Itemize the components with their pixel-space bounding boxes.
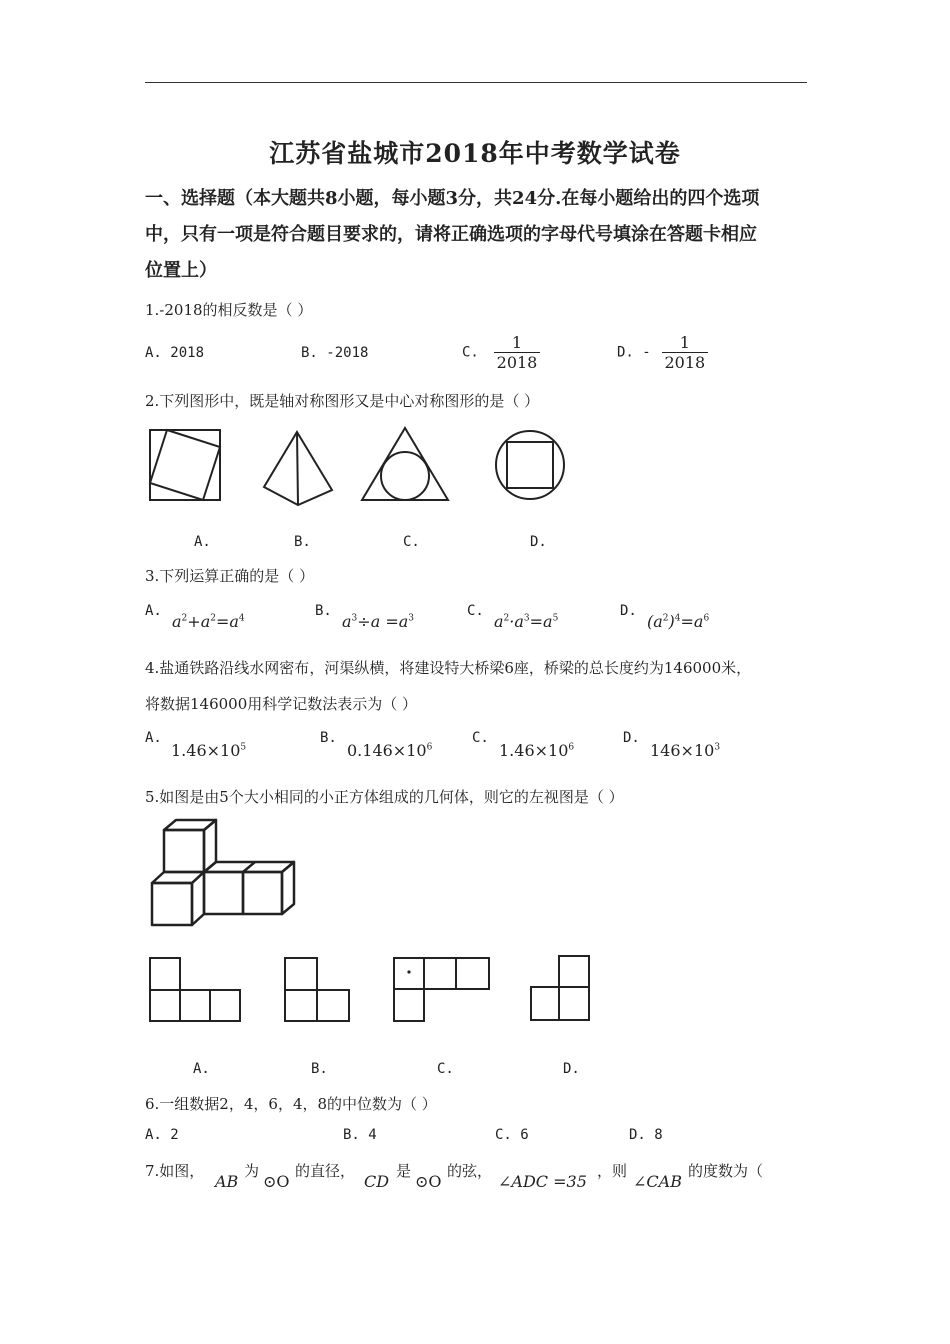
view-c-dot-mark — [407, 970, 410, 973]
option-c-prefix: C. — [462, 344, 479, 361]
angle-cab: ∠CAB — [633, 1172, 682, 1191]
exponent: 3 — [523, 613, 530, 624]
term: (a — [647, 612, 663, 631]
question-2-label-b: B. — [294, 534, 311, 550]
option-d-prefix: D. - — [617, 344, 651, 361]
square-figure-a — [150, 430, 220, 500]
term: =a — [215, 612, 239, 631]
section-heading-line-3: 位置上） — [145, 260, 217, 281]
fraction-c-denominator: 2018 — [494, 352, 541, 372]
view-c-top-cell-3 — [456, 958, 489, 989]
term: ·a — [509, 612, 524, 631]
term: ÷a =a — [357, 612, 409, 631]
question-3-option-b-expression — [342, 612, 414, 631]
question-4-stem-line-1: 4.盐通铁路沿线水网密布，河渠纵横，将建设特大桥梁6座，桥梁的总长度约为146000米， — [145, 659, 752, 677]
question-7-text: 的弦， — [447, 1162, 493, 1180]
question-3-label-b: B. — [315, 603, 332, 619]
question-5-option-views — [0, 950, 950, 1030]
question-2-label-d: D. — [530, 534, 547, 550]
row-cubes-top-divider — [243, 862, 255, 872]
view-b-bottom-cell-2 — [317, 990, 349, 1021]
view-d-bottom-cell-2 — [559, 987, 589, 1020]
term: a — [494, 612, 504, 631]
header-rule — [145, 82, 807, 83]
view-b-bottom-cell-1 — [285, 990, 317, 1021]
mantissa: 1.46×10 — [171, 741, 241, 760]
question-7-text: 为 — [244, 1162, 260, 1180]
term: a — [172, 612, 182, 631]
question-4-label-a: A. — [145, 730, 162, 746]
exponent: 2 — [181, 613, 188, 624]
question-4-stem-line-2: 将数据146000用科学记数法表示为（ ） — [145, 695, 418, 713]
question-4-option-b — [347, 741, 432, 760]
term: +a — [187, 612, 211, 631]
question-1-option-c — [462, 333, 540, 372]
question-1-option-a: A. 2018 — [145, 345, 205, 361]
question-6-option-b: B. 4 — [343, 1127, 377, 1143]
incircle-figure-c — [381, 452, 429, 500]
question-6-option-d: D. 8 — [629, 1127, 663, 1143]
kite-axis-figure-b — [297, 432, 298, 505]
question-4-option-c — [499, 741, 574, 760]
question-7-text: 是 — [396, 1162, 412, 1180]
mantissa: 0.146×10 — [347, 741, 427, 760]
segment-ab: AB — [215, 1172, 239, 1191]
exponent: 5 — [240, 742, 247, 753]
view-a-bottom-cell-2 — [180, 990, 210, 1021]
exponent: 5 — [552, 613, 559, 624]
question-4-label-c: C. — [472, 730, 489, 746]
term: a — [342, 612, 352, 631]
left-cube-side-face — [192, 872, 204, 925]
right-cube-side-face — [282, 862, 294, 914]
question-3-option-a-expression — [172, 612, 245, 631]
question-5-cube-solid — [0, 815, 950, 935]
question-2-stem: 2.下列图形中，既是轴对称图形又是中心对称图形的是（ ） — [145, 392, 540, 410]
exponent: 2 — [503, 613, 510, 624]
question-6-option-a: A. 2 — [145, 1127, 179, 1143]
view-d-bottom-cell-1 — [531, 987, 559, 1020]
view-a-bottom-cell-3 — [210, 990, 240, 1021]
question-1-stem: 1.-2018的相反数是（ ） — [145, 301, 313, 319]
fraction-d — [662, 333, 709, 372]
exponent: 6 — [703, 613, 710, 624]
view-a-bottom-cell-1 — [150, 990, 180, 1021]
question-1-option-b: B. -2018 — [301, 345, 369, 361]
term: =a — [680, 612, 704, 631]
circle-o-symbol: ⊙O — [415, 1172, 442, 1191]
view-d-top-cell — [559, 956, 589, 987]
question-7-stem-start: 7.如图， — [145, 1162, 205, 1180]
question-5-stem: 5.如图是由5个大小相同的小正方体组成的几何体，则它的左视图是（ ） — [145, 788, 624, 806]
question-7-text: 的度数为（ — [688, 1162, 764, 1180]
fraction-d-numerator: 1 — [679, 333, 690, 352]
term: ) — [668, 612, 675, 631]
question-2-label-a: A. — [194, 534, 211, 550]
circle-o-symbol: ⊙O — [263, 1172, 290, 1191]
fraction-c — [494, 333, 541, 372]
chord-cd: CD — [364, 1172, 390, 1191]
question-2-label-c: C. — [403, 534, 420, 550]
top-cube-front-face — [164, 830, 204, 872]
exponent: 2 — [210, 613, 216, 624]
question-7-text: 的直径， — [295, 1162, 356, 1180]
question-6-option-c: C. 6 — [495, 1127, 529, 1143]
mantissa: 1.46×10 — [499, 741, 569, 760]
question-3-option-d-expression — [647, 612, 709, 631]
view-a-top-cell — [150, 958, 180, 990]
question-3-label-d: D. — [620, 603, 637, 619]
fraction-c-numerator: 1 — [511, 333, 523, 352]
fraction-d-denominator: 2018 — [662, 352, 709, 372]
section-heading-line-1: 一、选择题（本大题共8小题，每小题3分，共24分.在每小题给出的四个选项 — [145, 188, 760, 209]
question-5-label-d: D. — [563, 1061, 580, 1077]
question-7-text: ，则 — [597, 1162, 628, 1180]
question-4-option-a — [171, 741, 246, 760]
exponent: 3 — [714, 742, 721, 753]
question-4-option-d — [650, 741, 720, 760]
section-heading-line-2: 中，只有一项是符合题目要求的，请将正确选项的字母代号填涂在答题卡相应 — [145, 224, 757, 245]
question-5-label-c: C. — [437, 1061, 454, 1077]
angle-adc: ∠ADC =35 — [498, 1172, 587, 1191]
exponent: 3 — [351, 613, 358, 624]
triangle-figure-c — [362, 428, 448, 500]
question-4-label-b: B. — [320, 730, 337, 746]
question-3-option-c-expression — [494, 612, 558, 631]
question-3-label-a: A. — [145, 603, 162, 619]
exponent: 4 — [674, 613, 681, 624]
view-c-top-cell-2 — [424, 958, 456, 989]
exponent: 6 — [568, 742, 575, 753]
exponent: 4 — [238, 613, 245, 624]
page-title: 江苏省盐城市2018年中考数学试卷 — [269, 139, 681, 168]
question-5-label-b: B. — [311, 1061, 328, 1077]
exponent: 6 — [426, 742, 433, 753]
mantissa: 146×10 — [650, 741, 715, 760]
middle-cube-front-face — [204, 872, 243, 914]
question-3-label-c: C. — [467, 603, 484, 619]
exponent: 3 — [408, 613, 414, 624]
question-6-stem: 6.一组数据2，4，6，4，8的中位数为（ ） — [145, 1095, 437, 1113]
rotated-square-figure-a — [150, 430, 220, 500]
question-1-option-d — [617, 333, 708, 372]
question-3-stem: 3.下列运算正确的是（ ） — [145, 567, 315, 585]
question-2-figures — [0, 420, 950, 540]
right-cube-front-face — [243, 872, 282, 914]
left-cube-front-face — [152, 883, 192, 925]
question-5-label-a: A. — [193, 1061, 210, 1077]
view-c-bottom-cell — [394, 989, 424, 1021]
view-b-top-cell — [285, 958, 317, 990]
question-4-label-d: D. — [623, 730, 640, 746]
exponent: 2 — [662, 613, 669, 624]
term: =a — [529, 612, 553, 631]
inscribed-square-figure-d — [507, 442, 553, 488]
